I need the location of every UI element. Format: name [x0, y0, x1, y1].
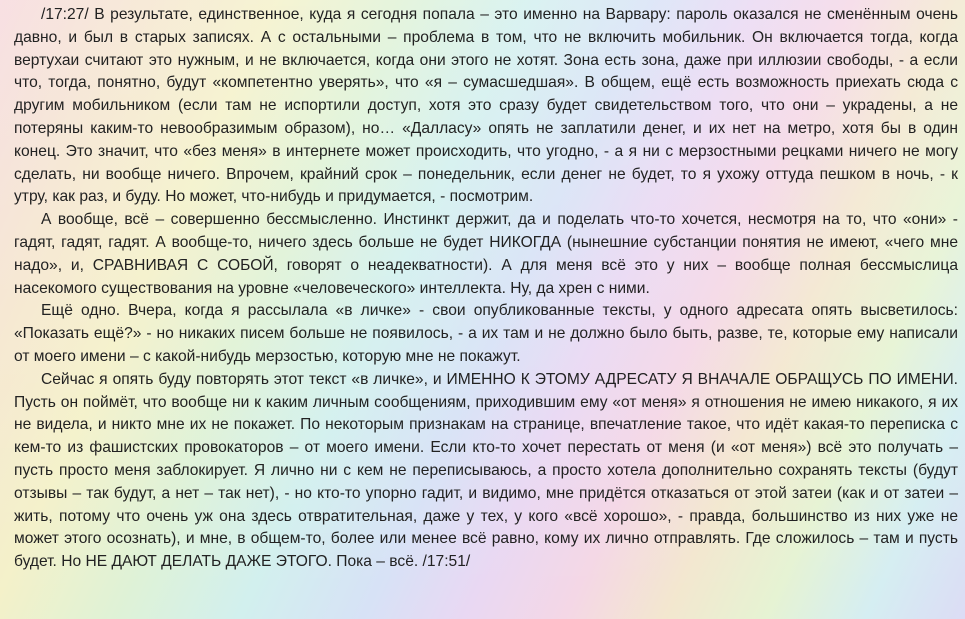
paragraph-4: Сейчас я опять буду повторять этот текст «в личке», и ИМЕННО К ЭТОМУ АДРЕСАТУ Я ВНАЧАЛЕ ОБРАЩУСЬ ПО ИМЕНИ. Пусть он поймёт, что вообще ни к каким личным сообщениям, приходившим ему «от меня» я отношения не имею никакого, я их не видела, и никто мне их не покажет. По некоторым признакам на странице, впечатление такое, что идёт какая-то переписка с кем-то из фашистских провокаторов – от моего имени. Если кто-то хочет перестать от меня (и «от меня») всё это получать – пусть просто меня заблокирует. Я лично ни с кем не переписываюсь, а просто хотела дополнительно сохранять тексты (будут отзывы – так будут, а нет – так нет), - но кто-то упорно гадит, и видимо, мне придётся отказаться от этой затеи (как и от затеи – жить, потому что очень уж она здесь отвратительная, даже у тех, у кого «всё хорошо», - правда, большинство из них уже не может этого осознать), и мне, в общем-то, более или менее всё равно, кому их лично отправлять. Где сложилось – там и пусть будет. Но НЕ ДАЮТ ДЕЛАТЬ ДАЖЕ ЭТОГО. Пока – всё. /17:51/	[14, 370, 958, 571]
paragraph-1: /17:27/ В результате, единственное, куда я сегодня попала – это именно на Варвару: пароль оказался не сменённым очень давно, и был в старых записях. А с остальными – проблема в том, что не включить мобильник. Он включается тогда, когда вертухаи считают это нужным, и не включается, когда они этого не хотят. Зона есть зона, даже при иллюзии свободы, - а если что, тогда, понятно, будут «компетентно уверять», что «я – сумасшедшая». В общем, ещё есть возможность приехать сюда с другим мобильником (если там не испортили доступ, хотя это сразу будет свидетельством того, что они – украдены, а не потеряны каким-то невообразимым образом), но… «Далласу» опять не заплатили денег, и их нет на метро, хотя бы в один конец. Это значит, что «без меня» в интернете может происходить, что угодно, - а я ни с мерзостными рецками ничего не могу сделать, ни вообще ничего. Впрочем, крайний срок – понедельник, если денег не будет, то я ухожу оттуда пешком в ночь, - к утру, как раз, и буду. Но может, что-нибудь и придумается, - посмотрим.	[14, 6, 958, 206]
document-body	[14, 4, 958, 574]
paragraph-3: Ещё одно. Вчера, когда я рассылала «в личке» - свои опубликованные тексты, у одного адресата опять высветилось: «Показать ещё?» - но никаких писем больше не появилось, - а их там и не должно было быть, разве, те, которые ему написали от моего имени – с какой-нибудь мерзостью, которую мне не покажут.	[14, 302, 958, 365]
paragraph-2: А вообще, всё – совершенно бессмысленно. Инстинкт держит, да и поделать что-то хочется, несмотря на то, что «они» - гадят, гадят, гадят. А вообще-то, ничего здесь больше не будет НИКОГДА (нынешние субстанции понятия не имеют, «чего мне надо», и, СРАВНИВАЯ С СОБОЙ, говорят о неадекватности). А для меня всё это у них – вообще полная бессмыслица насекомого существования на уровне «человеческого» интеллекта. Ну, да хрен с ними.	[14, 211, 958, 297]
